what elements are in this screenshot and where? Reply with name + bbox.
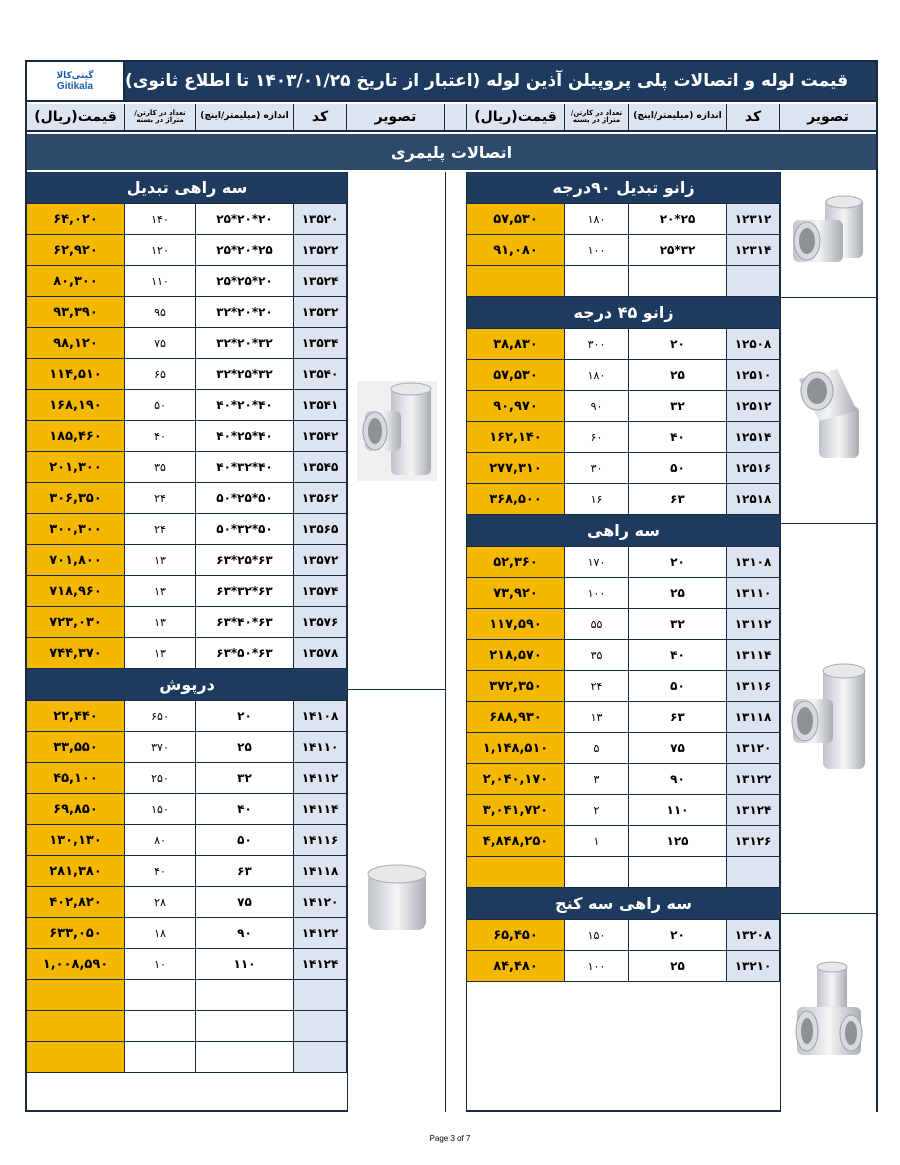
header-price-right: قیمت(ریال) [467,104,565,130]
header-code-right: کد [727,104,780,130]
table-row [27,763,347,794]
code-cell [727,266,780,296]
qty-cell: ۹۰ [565,391,629,421]
code-cell [294,1011,347,1041]
size-cell: ۵۰*۲۵*۵۰ [196,483,294,513]
table-row [27,421,347,452]
table-row [27,638,347,669]
code-cell: ۱۳۵۲۴ [294,266,347,296]
price-cell: ۱۳۰,۱۳۰ [27,825,125,855]
table-row [467,951,780,982]
price-cell: ۲۷۷,۳۱۰ [467,453,565,483]
code-cell: ۱۳۵۶۲ [294,483,347,513]
price-cell: ۶۹,۸۵۰ [27,794,125,824]
size-cell: ۲۵*۳۲ [629,235,727,265]
price-cell: ۷۳,۹۲۰ [467,578,565,608]
reducer-tee-image [348,172,445,690]
qty-cell: ۵ [565,733,629,763]
code-cell: ۱۳۵۲۰ [294,204,347,234]
header-qty-left: تعداد در کارتن/ متراژ در بسته [125,104,196,130]
header-code-left: کد [294,104,347,130]
code-cell: ۱۴۱۰۸ [294,701,347,731]
qty-cell: ۳۰۰ [565,329,629,359]
qty-cell [565,266,629,296]
table-row [467,826,780,857]
code-cell: ۱۳۵۲۲ [294,235,347,265]
size-cell: ۹۰ [196,918,294,948]
size-cell [196,980,294,1010]
qty-cell: ۳۵ [565,640,629,670]
code-cell: ۱۲۵۱۸ [727,484,780,514]
size-cell: ۲۵*۲۰*۲۵ [196,235,294,265]
qty-cell: ۱۵۰ [125,794,196,824]
header-qty-right: تعداد در کارتن/ متراژ در بسته [565,104,629,130]
table-row [27,856,347,887]
price-cell: ۶۲,۹۲۰ [27,235,125,265]
table-row [27,980,347,1011]
qty-cell: ۲۴ [125,514,196,544]
code-cell: ۱۳۱۱۸ [727,702,780,732]
logo-en: Gitikala [56,80,94,92]
size-cell: ۲۵ [196,732,294,762]
qty-cell: ۱۳ [125,576,196,606]
code-cell: ۱۳۵۳۲ [294,297,347,327]
qty-cell: ۱۰۰ [565,578,629,608]
table-row [467,609,780,640]
table-row [27,514,347,545]
code-cell: ۱۳۵۳۴ [294,328,347,358]
qty-cell: ۵۰ [125,390,196,420]
qty-cell: ۱ [565,826,629,856]
price-cell: ۶۵,۴۵۰ [467,920,565,950]
size-cell: ۴۰ [196,794,294,824]
code-cell: ۱۳۱۱۲ [727,609,780,639]
table-row [27,204,347,235]
price-cell: ۳,۰۴۱,۷۲۰ [467,795,565,825]
qty-cell: ۱۳ [125,638,196,668]
price-cell: ۹۸,۱۲۰ [27,328,125,358]
price-cell: ۷۴۴,۳۷۰ [27,638,125,668]
block-title-reducer_tee: سه راهی تبدیل [27,172,347,204]
table-row [467,578,780,609]
code-cell: ۱۴۱۱۰ [294,732,347,762]
logo-fa: گیتی‌کالا [56,70,94,81]
block-title-end_cap: درپوش [27,669,347,701]
size-cell: ۲۰*۲۵ [629,204,727,234]
qty-cell [125,980,196,1010]
code-cell: ۱۳۱۲۰ [727,733,780,763]
price-cell [27,1042,125,1072]
table-row [467,920,780,951]
size-cell: ۲۰ [629,329,727,359]
table-row [27,235,347,266]
size-cell: ۳۲ [196,763,294,793]
size-cell: ۹۰ [629,764,727,794]
table-row [467,857,780,888]
size-cell: ۲۵ [629,951,727,981]
code-cell: ۱۳۵۷۸ [294,638,347,668]
qty-cell: ۱۲۰ [125,235,196,265]
header-price-left: قیمت(ریال) [27,104,125,130]
qty-cell: ۱۸۰ [565,204,629,234]
code-cell: ۱۳۵۴۲ [294,421,347,451]
qty-cell: ۱۰۰ [565,235,629,265]
title-bar [27,62,876,102]
left-table [27,172,347,1073]
header-row [27,104,876,132]
elbow-45-icon [789,361,869,461]
table-row [467,453,780,484]
price-cell: ۳۷۲,۳۵۰ [467,671,565,701]
table-row [27,452,347,483]
price-cell: ۱۶۸,۱۹۰ [27,390,125,420]
price-cell: ۱,۰۰۸,۵۹۰ [27,949,125,979]
price-cell: ۱۸۵,۴۶۰ [27,421,125,451]
code-cell [294,1042,347,1072]
size-cell [196,1042,294,1072]
corner-tee-icon [789,957,869,1067]
price-cell: ۹۰,۹۷۰ [467,391,565,421]
table-row [27,266,347,297]
size-cell: ۱۲۵ [629,826,727,856]
qty-cell: ۳۷۰ [125,732,196,762]
table-row [27,297,347,328]
table-row [27,1042,347,1073]
table-row [467,204,780,235]
price-cell [27,980,125,1010]
code-cell: ۱۴۱۱۶ [294,825,347,855]
block-title-corner_tee: سه راهی سه کنج [467,888,780,920]
price-cell: ۱۶۲,۱۴۰ [467,422,565,452]
qty-cell: ۲۸ [125,887,196,917]
code-cell: ۱۴۱۲۲ [294,918,347,948]
qty-cell [565,857,629,887]
block-title-tee: سه راهی [467,515,780,547]
qty-cell: ۲ [565,795,629,825]
size-cell [629,857,727,887]
price-cell: ۶۴,۰۲۰ [27,204,125,234]
table-row [467,329,780,360]
page-footer: Page 3 of 7 [429,1134,471,1143]
price-cell: ۴۰۲,۸۲۰ [27,887,125,917]
price-cell: ۲۲,۴۴۰ [27,701,125,731]
table-row [27,887,347,918]
code-cell: ۱۳۱۲۲ [727,764,780,794]
table-row [27,794,347,825]
qty-cell [125,1042,196,1072]
code-cell: ۱۳۲۱۰ [727,951,780,981]
table-row [467,360,780,391]
table-row [27,390,347,421]
table-row [27,359,347,390]
price-cell: ۷۱۸,۹۶۰ [27,576,125,606]
size-cell: ۶۳ [629,484,727,514]
code-cell: ۱۳۵۶۵ [294,514,347,544]
code-cell: ۱۳۵۷۶ [294,607,347,637]
qty-cell: ۱۴۰ [125,204,196,234]
block-title-elbow90_reducer: زانو تبدیل ۹۰درجه [467,172,780,204]
table-row [467,484,780,515]
qty-cell: ۱۱۰ [125,266,196,296]
column-gap [445,172,467,1112]
table-row [467,235,780,266]
size-cell: ۳۲ [629,391,727,421]
price-cell [27,1011,125,1041]
size-cell: ۱۱۰ [196,949,294,979]
qty-cell: ۷۵ [125,328,196,358]
price-cell [467,857,565,887]
size-cell: ۴۰ [629,640,727,670]
price-cell: ۴۵,۱۰۰ [27,763,125,793]
price-cell: ۱,۱۴۸,۵۱۰ [467,733,565,763]
header-gap [445,104,467,130]
elbow-90-icon [789,190,869,280]
table-row [467,795,780,826]
size-cell: ۲۵*۲۵*۲۰ [196,266,294,296]
qty-cell: ۱۸ [125,918,196,948]
price-cell: ۷۰۱,۸۰۰ [27,545,125,575]
code-cell [294,980,347,1010]
qty-cell: ۲۵۰ [125,763,196,793]
header-size-left: اندازه (میلیمتر/اینچ) [196,104,294,130]
price-cell: ۵۷,۵۳۰ [467,204,565,234]
qty-cell: ۹۵ [125,297,196,327]
page-title: قیمت لوله و اتصالات پلی پروپیلن آذین لوله (اعتبار از تاریخ ۱۴۰۳/۰۱/۲۵ تا اطلاع ثانوی) [125,62,876,100]
price-cell: ۸۴,۴۸۰ [467,951,565,981]
logo [27,62,125,100]
price-cell: ۵۷,۵۳۰ [467,360,565,390]
code-cell: ۱۳۵۷۴ [294,576,347,606]
code-cell: ۱۳۱۱۴ [727,640,780,670]
size-cell: ۶۳ [196,856,294,886]
left-image-column [347,172,445,1112]
size-cell: ۴۰ [629,422,727,452]
code-cell: ۱۳۱۲۶ [727,826,780,856]
price-cell [467,266,565,296]
size-cell: ۲۰ [629,920,727,950]
table-row [467,640,780,671]
table-row [467,671,780,702]
size-cell: ۶۳*۳۲*۶۳ [196,576,294,606]
size-cell: ۲۵*۲۰*۲۰ [196,204,294,234]
price-cell: ۲,۰۴۰,۱۷۰ [467,764,565,794]
size-cell: ۴۰*۳۲*۴۰ [196,452,294,482]
qty-cell: ۱۵۰ [565,920,629,950]
size-cell: ۲۰ [629,547,727,577]
size-cell [629,266,727,296]
qty-cell: ۱۸۰ [565,360,629,390]
qty-cell: ۶۵۰ [125,701,196,731]
size-cell: ۳۲ [629,609,727,639]
qty-cell: ۳۵ [125,452,196,482]
code-cell: ۱۴۱۱۴ [294,794,347,824]
elbow-90-image [781,172,876,298]
qty-cell: ۱۷۰ [565,547,629,577]
size-cell: ۲۵ [629,360,727,390]
qty-cell: ۱۳ [565,702,629,732]
code-cell: ۱۲۳۱۲ [727,204,780,234]
price-cell: ۱۱۴,۵۱۰ [27,359,125,389]
price-cell: ۲۸۱,۳۸۰ [27,856,125,886]
size-cell: ۶۳*۵۰*۶۳ [196,638,294,668]
code-cell: ۱۳۵۴۰ [294,359,347,389]
size-cell: ۵۰ [196,825,294,855]
code-cell: ۱۳۱۰۸ [727,547,780,577]
end-cap-icon [362,860,432,940]
price-cell: ۱۱۷,۵۹۰ [467,609,565,639]
code-cell: ۱۳۱۱۶ [727,671,780,701]
size-cell: ۳۲*۲۵*۳۲ [196,359,294,389]
table-row [27,732,347,763]
qty-cell [125,1011,196,1041]
qty-cell: ۴۰ [125,421,196,451]
code-cell: ۱۲۵۱۰ [727,360,780,390]
size-cell: ۵۰*۳۲*۵۰ [196,514,294,544]
code-cell: ۱۳۵۴۱ [294,390,347,420]
code-cell: ۱۲۵۱۲ [727,391,780,421]
table-row [27,701,347,732]
table-row [27,949,347,980]
qty-cell: ۵۵ [565,609,629,639]
qty-cell: ۲۴ [125,483,196,513]
corner-tee-image [781,914,876,1110]
code-cell: ۱۳۱۱۰ [727,578,780,608]
price-cell: ۶۸۸,۹۳۰ [467,702,565,732]
table-row [467,702,780,733]
code-cell: ۱۲۵۰۸ [727,329,780,359]
qty-cell: ۱۳ [125,545,196,575]
price-cell: ۳۶۸,۵۰۰ [467,484,565,514]
qty-cell: ۲۴ [565,671,629,701]
qty-cell: ۳ [565,764,629,794]
reducer-tee-icon [357,381,437,481]
tee-image [781,524,876,914]
size-cell: ۶۳ [629,702,727,732]
qty-cell: ۸۰ [125,825,196,855]
size-cell: ۳۲*۲۰*۳۲ [196,328,294,358]
size-cell: ۵۰ [629,453,727,483]
price-list-frame [25,60,878,1112]
qty-cell: ۱۰ [125,949,196,979]
size-cell: ۱۱۰ [629,795,727,825]
qty-cell: ۱۶ [565,484,629,514]
price-cell: ۹۱,۰۸۰ [467,235,565,265]
table-row [467,422,780,453]
price-cell: ۳۸,۸۳۰ [467,329,565,359]
size-cell [196,1011,294,1041]
table-row [27,483,347,514]
code-cell: ۱۴۱۲۴ [294,949,347,979]
code-cell: ۱۲۵۱۶ [727,453,780,483]
table-row [27,576,347,607]
price-cell: ۳۳,۵۵۰ [27,732,125,762]
code-cell: ۱۲۵۱۴ [727,422,780,452]
qty-cell: ۱۰۰ [565,951,629,981]
code-cell: ۱۳۱۲۴ [727,795,780,825]
price-cell: ۸۰,۳۰۰ [27,266,125,296]
price-cell: ۳۰۰,۳۰۰ [27,514,125,544]
table-row [467,547,780,578]
price-cell: ۷۲۳,۰۳۰ [27,607,125,637]
end-cap-image [348,690,445,1110]
code-cell [727,857,780,887]
table-row [27,1011,347,1042]
table-row [27,918,347,949]
size-cell: ۲۵ [629,578,727,608]
price-cell: ۴,۸۴۸,۲۵۰ [467,826,565,856]
price-cell: ۲۰۱,۳۰۰ [27,452,125,482]
right-table [467,172,780,982]
qty-cell: ۶۰ [565,422,629,452]
table-row [27,825,347,856]
header-image-left: تصویر [347,104,445,130]
size-cell: ۴۰*۲۵*۴۰ [196,421,294,451]
table-row [467,764,780,795]
code-cell: ۱۴۱۱۲ [294,763,347,793]
qty-cell: ۱۳ [125,607,196,637]
code-cell: ۱۴۱۱۸ [294,856,347,886]
block-title-elbow45: زانو ۴۵ درجه [467,297,780,329]
code-cell: ۱۳۲۰۸ [727,920,780,950]
size-cell: ۴۰*۲۰*۴۰ [196,390,294,420]
header-image-right: تصویر [780,104,876,130]
tee-icon [787,659,871,779]
code-cell: ۱۳۵۴۵ [294,452,347,482]
elbow-45-image [781,298,876,524]
price-cell: ۹۳,۳۹۰ [27,297,125,327]
size-cell: ۳۲*۲۰*۲۰ [196,297,294,327]
qty-cell: ۳۰ [565,453,629,483]
size-cell: ۷۵ [196,887,294,917]
price-cell: ۶۳۳,۰۵۰ [27,918,125,948]
table-row [467,266,780,297]
price-cell: ۵۲,۳۶۰ [467,547,565,577]
size-cell: ۶۳*۴۰*۶۳ [196,607,294,637]
size-cell: ۲۰ [196,701,294,731]
price-cell: ۲۱۸,۵۷۰ [467,640,565,670]
table-row [467,391,780,422]
size-cell: ۶۳*۲۵*۶۳ [196,545,294,575]
code-cell: ۱۴۱۲۰ [294,887,347,917]
price-cell: ۳۰۶,۳۵۰ [27,483,125,513]
table-row [467,733,780,764]
table-row [27,545,347,576]
code-cell: ۱۳۵۷۲ [294,545,347,575]
right-image-column [780,172,876,1112]
qty-cell: ۴۰ [125,856,196,886]
size-cell: ۷۵ [629,733,727,763]
qty-cell: ۶۵ [125,359,196,389]
table-row [27,607,347,638]
section-title: اتصالات پلیمری [27,134,876,170]
header-size-right: اندازه (میلیمتر/اینچ) [629,104,727,130]
size-cell: ۵۰ [629,671,727,701]
code-cell: ۱۲۳۱۴ [727,235,780,265]
table-row [27,328,347,359]
